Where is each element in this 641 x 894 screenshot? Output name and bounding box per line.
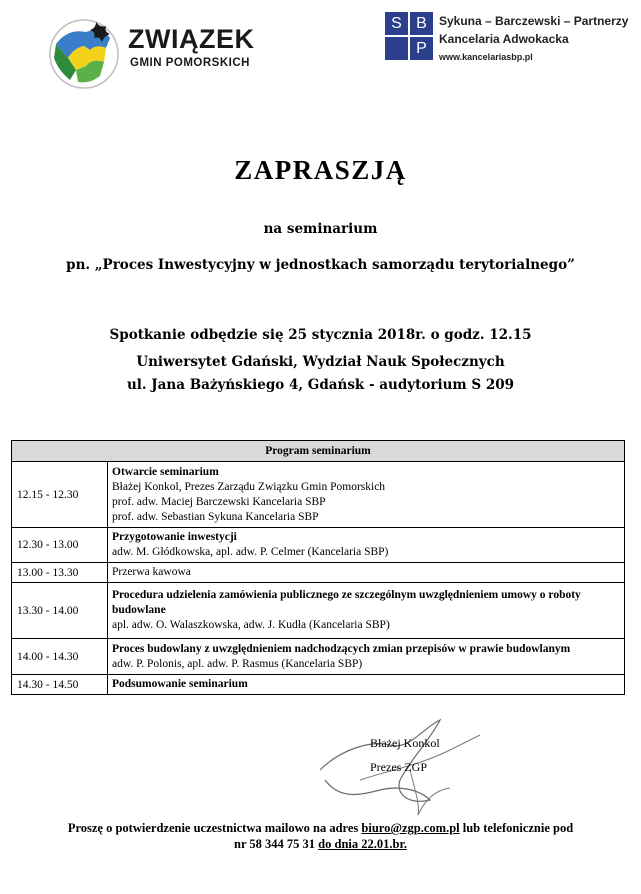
program-table xyxy=(11,440,625,695)
rsvp-line-1 xyxy=(0,821,641,836)
row-speaker: prof. adw. Sebastian Sykuna Kancelaria SBP xyxy=(112,510,319,523)
row-speaker: adw. M. Głódkowska, apl. adw. P. Celmer (Kancelaria SBP) xyxy=(112,546,389,558)
row-description xyxy=(108,528,625,563)
zgp-logo xyxy=(46,14,258,94)
row-time: 13.30 - 14.00 xyxy=(12,583,108,639)
signature-name: Błażej Konkol xyxy=(370,736,440,750)
signature-role: Prezes ZGP xyxy=(370,760,427,774)
rsvp-suffix: lub telefonicznie pod xyxy=(459,821,574,835)
row-title: Proces budowlany z uwzględnieniem nadchodzących zmian przepisów w prawie budowlanym xyxy=(112,642,571,655)
rsvp-line-2 xyxy=(0,837,641,852)
seminar-title: pn. „Proces Inwestycyjny w jednostkach samorządu terytorialnego” xyxy=(66,257,575,273)
row-description xyxy=(108,583,625,639)
row-title: Procedura udzielenia zamówienia publicznego ze szczególnym uwzględnieniem umowy o roboty budowlane xyxy=(112,589,581,616)
rsvp-deadline: do dnia 22.01.br. xyxy=(318,837,407,851)
rsvp-prefix: Proszę o potwierdzenie uczestnictwa mailowo na adres xyxy=(67,821,362,835)
table-row xyxy=(12,583,625,639)
sbp-firm-name: Sykuna – Barczewski – Partnerzy xyxy=(439,14,629,28)
row-title: Przerwa kawowa xyxy=(112,566,191,578)
row-time: 14.00 - 14.30 xyxy=(12,639,108,675)
row-title: Otwarcie seminarium xyxy=(112,465,219,478)
sbp-blank-cell xyxy=(385,37,408,60)
rsvp-email-link[interactable]: biuro@zgp.com.pl xyxy=(361,821,460,835)
row-time: 12.15 - 12.30 xyxy=(12,462,108,528)
zgp-logo-subtitle: GMIN POMORSKICH xyxy=(130,57,250,69)
meeting-date: Spotkanie odbędzie się 25 stycznia 2018r. o godz. 12.15 xyxy=(109,327,532,343)
meeting-address: ul. Jana Bażyńskiego 4, Gdańsk - audytorium S 209 xyxy=(126,377,515,393)
table-row xyxy=(12,462,625,528)
sbp-website: www.kancelariasbp.pl xyxy=(439,52,533,62)
row-time: 13.00 - 13.30 xyxy=(12,563,108,583)
zgp-logo-title: ZWIĄZEK xyxy=(128,24,255,54)
row-description xyxy=(108,639,625,675)
invitation-heading: ZAPRASZJĄ xyxy=(234,155,407,185)
rsvp-phone: nr 58 344 75 31 xyxy=(234,837,319,851)
row-speaker: apl. adw. O. Walaszkowska, adw. J. Kudła (Kancelaria SBP) xyxy=(112,619,390,631)
sbp-letter-b: B xyxy=(410,12,433,35)
row-description xyxy=(108,563,625,583)
invitation-line-1: na seminarium xyxy=(263,221,378,237)
row-title: Podsumowanie seminarium xyxy=(112,678,248,690)
sbp-letter-s: S xyxy=(385,12,408,35)
row-description xyxy=(108,675,625,695)
program-table-header: Program seminarium xyxy=(12,441,625,462)
row-time: 14.30 - 14.50 xyxy=(12,675,108,695)
program-table-header-row xyxy=(12,441,625,462)
row-speaker: Błażej Konkol, Prezes Zarządu Związku Gmin Pomorskich xyxy=(112,480,386,493)
row-speaker: prof. adw. Maciej Barczewski Kancelaria SBP xyxy=(112,495,326,508)
sbp-letter-p: P xyxy=(410,37,433,60)
table-row xyxy=(12,563,625,583)
sbp-letter-grid xyxy=(385,12,433,60)
table-row xyxy=(12,528,625,563)
pomerania-map-icon xyxy=(46,14,126,94)
meeting-venue: Uniwersytet Gdański, Wydział Nauk Społecznych xyxy=(136,354,505,370)
row-time: 12.30 - 13.00 xyxy=(12,528,108,563)
row-description xyxy=(108,462,625,528)
table-row xyxy=(12,639,625,675)
row-speaker: adw. P. Polonis, apl. adw. P. Rasmus (Kancelaria SBP) xyxy=(112,657,363,670)
sbp-logo xyxy=(385,12,629,72)
sbp-office-name: Kancelaria Adwokacka xyxy=(439,32,569,46)
row-title: Przygotowanie inwestycji xyxy=(112,531,237,543)
table-row xyxy=(12,675,625,695)
